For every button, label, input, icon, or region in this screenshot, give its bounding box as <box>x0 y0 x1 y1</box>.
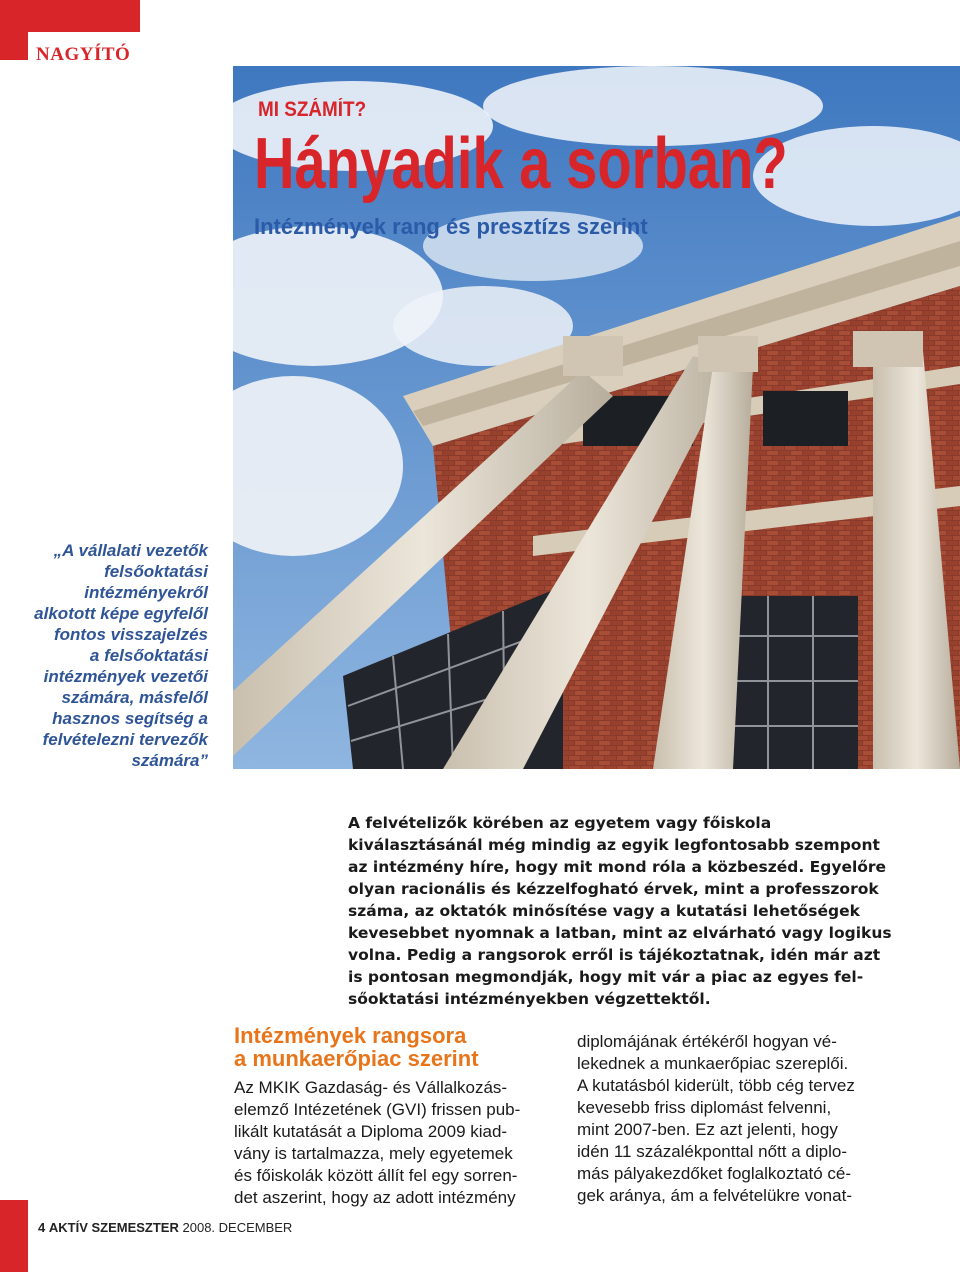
magazine-name: AKTÍV SZEMESZTER <box>48 1220 179 1235</box>
pull-quote-line: „A vállalati vezetők <box>53 541 208 560</box>
subheadline: Intézmények rang és presztízs szerint <box>254 214 648 239</box>
body-line: det aszerint, hogy az adott intézmény <box>234 1188 516 1207</box>
section-heading-line: a munkaerőpiac szerint <box>234 1046 479 1071</box>
body-line: diplomájának értékéről hogyan vé- <box>577 1032 837 1051</box>
pull-quote-line: intézmények vezetői <box>43 667 208 686</box>
lead-line: kevesebbet nyomnak a latban, mint az elvárható vagy logikus <box>348 924 892 942</box>
pull-quote <box>22 540 208 771</box>
body-line: gek aránya, ám a felvételükre vonat- <box>577 1186 852 1205</box>
lead-line: A felvételizők körében az egyetem vagy főiskola <box>348 814 772 832</box>
body-line: idén 11 százalékponttal nőtt a diplo- <box>577 1142 847 1161</box>
page-number: 4 <box>38 1220 46 1235</box>
body-line: és főiskolák között állít fel egy sorren- <box>234 1166 518 1185</box>
pull-quote-line: intézményekről <box>84 583 208 602</box>
body-line: más pályakezdőket foglalkoztató cé- <box>577 1164 852 1183</box>
section-tab-corner <box>0 32 28 60</box>
body-line: lekednek a munkaerőpiac szereplői. <box>577 1054 849 1073</box>
kicker: MI SZÁMÍT? <box>258 98 367 121</box>
section-heading-line: Intézmények rangsora <box>234 1023 467 1048</box>
section-tab-bar <box>0 0 140 32</box>
lead-line: is pontosan megmondják, hogy mit vár a piac az egyes fel- <box>348 968 864 986</box>
pull-quote-line: felsőoktatási <box>104 562 208 581</box>
footer-accent-bar <box>0 1200 28 1272</box>
section-tab-label: NAGYÍTÓ <box>36 44 131 65</box>
pull-quote-line: felvételezni tervezők <box>42 730 208 749</box>
pull-quote-line: alkotott képe egyfelől <box>34 604 208 623</box>
body-line: mint 2007-ben. Ez azt jelenti, hogy <box>577 1120 838 1139</box>
footer-folio <box>38 1220 292 1235</box>
lead-paragraph <box>348 812 892 1010</box>
section-heading <box>234 1024 479 1070</box>
pull-quote-line: számára” <box>131 751 208 770</box>
pull-quote-line: hasznos segítség a <box>52 709 208 728</box>
lead-line: volna. Pedig a rangsorok erről is tájékoztatnak, idén már azt <box>348 946 881 964</box>
body-line: likált kutatását a Diploma 2009 kiad- <box>234 1122 508 1141</box>
lead-line: száma, az oktatók minősítése vagy a kutatási lehetőségek <box>348 902 860 920</box>
body-line: A kutatásból kiderült, több cég tervez <box>577 1076 855 1095</box>
body-line: kevesebb friss diplomást felvenni, <box>577 1098 832 1117</box>
lead-line: olyan racionális és kézzelfogható érvek, mint a professzorok <box>348 880 879 898</box>
headline: Hányadik a sorban? <box>254 124 788 204</box>
lead-line: sőoktatási intézményekben végzettektől. <box>348 990 711 1008</box>
body-line: elemző Intézetének (GVI) frissen pub- <box>234 1100 521 1119</box>
body-line: vány is tartalmazza, mely egyetemek <box>234 1144 513 1163</box>
body-column-right <box>577 1031 897 1207</box>
body-column-left <box>234 1077 554 1209</box>
issue-date: 2008. DECEMBER <box>182 1220 293 1235</box>
lead-line: az intézmény híre, hogy mit mond róla a közbeszéd. Egyelőre <box>348 858 887 876</box>
pull-quote-line: a felsőoktatási <box>89 646 208 665</box>
pull-quote-line: fontos visszajelzés <box>53 625 208 644</box>
pull-quote-line: számára, másfelől <box>61 688 208 707</box>
body-line: Az MKIK Gazdaság- és Vállalkozás- <box>234 1078 508 1097</box>
lead-line: kiválasztásánál még mindig az egyik legfontosabb szempont <box>348 836 880 854</box>
